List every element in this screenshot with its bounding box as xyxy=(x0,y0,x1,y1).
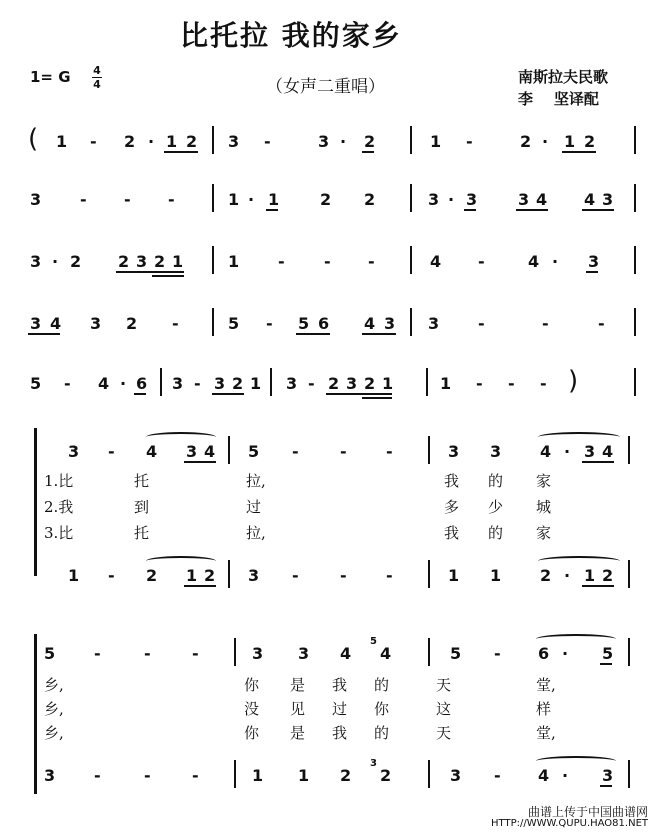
underline-beam xyxy=(164,151,198,153)
note: 4 xyxy=(340,644,352,663)
note: 1 xyxy=(564,132,576,151)
lyric: 的 xyxy=(488,524,504,542)
time-signature xyxy=(92,64,102,91)
bar-line xyxy=(410,246,412,274)
note: 2 xyxy=(124,132,136,151)
bar-line xyxy=(634,184,636,212)
note: · xyxy=(542,132,549,151)
lyric: 你 xyxy=(374,700,390,718)
note: 3 xyxy=(186,442,198,461)
lyric: 乡, xyxy=(44,700,64,718)
note: 2 xyxy=(540,566,552,585)
note: 2 xyxy=(320,190,332,209)
note: - xyxy=(108,566,115,585)
note: - xyxy=(308,374,315,393)
note: 3 xyxy=(602,766,614,785)
footer-line-1: 曲谱上传于中国曲谱网 xyxy=(527,805,648,819)
note: 3 xyxy=(90,314,102,333)
bar-line xyxy=(212,308,214,336)
bar-line xyxy=(234,760,236,788)
underline-beam xyxy=(326,393,392,395)
note: 4 xyxy=(528,252,540,271)
note: - xyxy=(194,374,201,393)
subtitle: （女声二重唱） xyxy=(266,77,385,97)
underline-beam xyxy=(516,209,548,211)
underline-beam xyxy=(184,461,216,463)
bar-line xyxy=(212,126,214,154)
bar-line xyxy=(634,126,636,154)
underline-beam xyxy=(184,585,216,587)
note: 1 xyxy=(440,374,452,393)
bar-line xyxy=(628,436,630,464)
note: 3 xyxy=(588,252,600,271)
note: - xyxy=(168,190,175,209)
note: · xyxy=(340,132,347,151)
score-row-1 xyxy=(28,124,648,154)
note: · xyxy=(562,644,569,663)
note: 2 xyxy=(118,252,130,271)
system-2-upper xyxy=(28,636,648,666)
slur xyxy=(536,756,616,766)
note: 3 xyxy=(518,190,530,209)
note: - xyxy=(124,190,131,209)
score-row-2 xyxy=(28,190,648,212)
note: 1 xyxy=(252,766,264,785)
note: 3 xyxy=(30,190,42,209)
note: 4 xyxy=(364,314,376,333)
lyric: 这 xyxy=(436,700,452,718)
note: 5 xyxy=(298,314,310,333)
bar-line xyxy=(410,308,412,336)
note: 4 xyxy=(538,766,550,785)
bar-line xyxy=(428,436,430,464)
underline-beam xyxy=(116,271,184,273)
note: 2 xyxy=(364,374,376,393)
note: 3 xyxy=(214,374,226,393)
note: 2 xyxy=(380,766,392,785)
underline-beam xyxy=(296,333,330,335)
lyric: 拉, xyxy=(246,524,266,542)
note: - xyxy=(90,132,97,151)
note: 2 xyxy=(340,766,352,785)
note: 3 xyxy=(44,766,56,785)
slur xyxy=(146,556,216,566)
note: 3 xyxy=(318,132,330,151)
bar-line xyxy=(426,368,428,396)
note: - xyxy=(108,442,115,461)
bar-line xyxy=(270,368,272,396)
lyric: 天 xyxy=(436,676,452,694)
note: 1 xyxy=(186,566,198,585)
lyric: 堂, xyxy=(536,724,556,742)
lyric: 我 xyxy=(332,724,348,742)
bar-line xyxy=(212,246,214,274)
footer-line-2: HTTP://WWW.QUPU.HAO81.NET xyxy=(491,818,648,829)
note: 2 xyxy=(186,132,198,151)
note: 3 xyxy=(346,374,358,393)
score-row-4 xyxy=(28,314,648,336)
note: · xyxy=(564,442,571,461)
note: 3 xyxy=(428,314,440,333)
lyric: 的 xyxy=(374,724,390,742)
lyric: 没 xyxy=(244,700,260,718)
bar-line xyxy=(628,760,630,788)
bar-line xyxy=(160,368,162,396)
note: 4 xyxy=(380,644,392,663)
note: - xyxy=(80,190,87,209)
underline-beam xyxy=(362,397,392,399)
system-2-lower xyxy=(28,758,648,788)
note: 2 xyxy=(602,566,614,585)
note: 1 xyxy=(172,252,184,271)
note: - xyxy=(508,374,515,393)
lyric: 你 xyxy=(244,724,260,742)
lyric: 的 xyxy=(374,676,390,694)
note: - xyxy=(94,766,101,785)
lyric: 托 xyxy=(134,472,150,490)
lyric: 是 xyxy=(290,724,306,742)
note: 3 xyxy=(68,442,80,461)
time-sig-top: 4 xyxy=(93,64,101,77)
note: · xyxy=(120,374,127,393)
note: · xyxy=(448,190,455,209)
slur xyxy=(146,432,216,442)
lyric: 城 xyxy=(536,498,552,516)
note: 2 xyxy=(328,374,340,393)
note: 4 xyxy=(146,442,158,461)
footer-watermark xyxy=(491,806,648,830)
lyric: 过 xyxy=(332,700,348,718)
lyric: 是 xyxy=(290,676,306,694)
lyric: 拉, xyxy=(246,472,266,490)
note: 1 xyxy=(250,374,262,393)
note: 4 xyxy=(536,190,548,209)
note: - xyxy=(494,644,501,663)
note: 6 xyxy=(538,644,550,663)
note: 3 xyxy=(172,374,184,393)
credit-translator: 李 坚译配 xyxy=(518,90,599,108)
lyric: 托 xyxy=(134,524,150,542)
note: - xyxy=(386,566,393,585)
note: - xyxy=(172,314,179,333)
note: - xyxy=(466,132,473,151)
note: 3 xyxy=(248,566,260,585)
note: 4 xyxy=(584,190,596,209)
note: 2 xyxy=(146,566,158,585)
note: 3 xyxy=(490,442,502,461)
note: 1 xyxy=(584,566,596,585)
note: - xyxy=(292,566,299,585)
note: 3 xyxy=(448,442,460,461)
note: - xyxy=(542,314,549,333)
bar-line xyxy=(634,308,636,336)
note: 4 xyxy=(540,442,552,461)
note: 3 xyxy=(252,644,264,663)
note: - xyxy=(324,252,331,271)
bar-line xyxy=(410,184,412,212)
underline-beam xyxy=(582,461,614,463)
note: 6 xyxy=(318,314,330,333)
note: 1 xyxy=(382,374,394,393)
note: 3 xyxy=(428,190,440,209)
note: 5 xyxy=(248,442,260,461)
note: - xyxy=(478,314,485,333)
note: · xyxy=(248,190,255,209)
lyric: 乡, xyxy=(44,676,64,694)
note: 1 xyxy=(298,766,310,785)
note: 3 xyxy=(30,252,42,271)
slur xyxy=(538,432,620,442)
note: 5 xyxy=(602,644,614,663)
lyric: 过 xyxy=(246,498,262,516)
note: 3 xyxy=(136,252,148,271)
bar-line xyxy=(228,436,230,464)
underline-beam xyxy=(562,151,596,153)
underline-beam xyxy=(266,209,278,211)
underline-beam xyxy=(362,151,374,153)
underline-beam xyxy=(586,271,598,273)
note: 3 xyxy=(450,766,462,785)
underline-beam xyxy=(600,663,612,665)
note: - xyxy=(278,252,285,271)
note: ( xyxy=(28,124,39,154)
note: 4 xyxy=(98,374,110,393)
note: - xyxy=(598,314,605,333)
note: - xyxy=(494,766,501,785)
note: 2 xyxy=(364,132,376,151)
lyric: 我 xyxy=(444,524,460,542)
note: - xyxy=(192,644,199,663)
lyric: 堂, xyxy=(536,676,556,694)
note: - xyxy=(266,314,273,333)
note: ) xyxy=(568,366,579,396)
underline-beam xyxy=(582,209,614,211)
note: 2 xyxy=(154,252,166,271)
lyric: 样 xyxy=(536,700,552,718)
bar-line xyxy=(634,246,636,274)
underline-beam xyxy=(582,585,614,587)
note: - xyxy=(340,442,347,461)
underline-beam xyxy=(362,333,396,335)
note: - xyxy=(192,766,199,785)
lyric: 多 xyxy=(444,498,460,516)
note: 3 xyxy=(584,442,596,461)
song-title: 比托拉 我的家乡 xyxy=(180,19,402,52)
bar-line xyxy=(428,638,430,666)
system-1-upper xyxy=(28,442,648,464)
note: 1 xyxy=(228,252,240,271)
note: · xyxy=(52,252,59,271)
note: 5 xyxy=(44,644,56,663)
lyric: 3.比 xyxy=(44,524,74,542)
bar-line xyxy=(428,760,430,788)
note: - xyxy=(264,132,271,151)
note: 4 xyxy=(204,442,216,461)
bar-line xyxy=(428,560,430,588)
underline-beam xyxy=(600,785,612,787)
note: 5 xyxy=(228,314,240,333)
lyric: 家 xyxy=(536,524,552,542)
note: - xyxy=(144,766,151,785)
note: 1 xyxy=(268,190,280,209)
note: 5 xyxy=(450,644,462,663)
underline-beam xyxy=(152,275,184,277)
bar-line xyxy=(234,638,236,666)
note: 1 xyxy=(430,132,442,151)
note: - xyxy=(386,442,393,461)
score-row-5 xyxy=(28,366,648,396)
note: 3 xyxy=(228,132,240,151)
note: 4 xyxy=(602,442,614,461)
credit-origin: 南斯拉夫民歌 xyxy=(518,68,609,86)
note: - xyxy=(94,644,101,663)
bar-line xyxy=(212,184,214,212)
lyric: 少 xyxy=(488,498,504,516)
score-row-3 xyxy=(28,252,648,274)
bar-line xyxy=(228,560,230,588)
note: - xyxy=(476,374,483,393)
note: 2 xyxy=(232,374,244,393)
note: 4 xyxy=(430,252,442,271)
note: · xyxy=(148,132,155,151)
lyric: 1.比 xyxy=(44,472,74,490)
bar-line xyxy=(634,368,636,396)
lyric: 家 xyxy=(536,472,552,490)
underline-beam xyxy=(28,333,60,335)
note: - xyxy=(64,374,71,393)
note: · xyxy=(564,566,571,585)
lyric: 你 xyxy=(244,676,260,694)
lyric: 2.我 xyxy=(44,498,74,516)
grace-note: 3 xyxy=(370,758,377,769)
slur xyxy=(538,556,620,566)
note: 3 xyxy=(30,314,42,333)
lyric: 我 xyxy=(444,472,460,490)
slur xyxy=(536,634,616,644)
note: 1 xyxy=(68,566,80,585)
lyric: 我 xyxy=(332,676,348,694)
key-signature: 1= G xyxy=(30,68,71,86)
note: 1 xyxy=(228,190,240,209)
lyric: 乡, xyxy=(44,724,64,742)
note: 6 xyxy=(136,374,148,393)
note: 2 xyxy=(520,132,532,151)
note: - xyxy=(540,374,547,393)
note: 3 xyxy=(298,644,310,663)
note: · xyxy=(552,252,559,271)
note: 2 xyxy=(204,566,216,585)
note: 5 xyxy=(30,374,42,393)
note: 2 xyxy=(70,252,82,271)
lyric: 到 xyxy=(134,498,150,516)
note: 2 xyxy=(126,314,138,333)
note: 2 xyxy=(364,190,376,209)
note: 1 xyxy=(490,566,502,585)
note: 1 xyxy=(56,132,68,151)
note: 3 xyxy=(286,374,298,393)
note: - xyxy=(478,252,485,271)
grace-note: 5 xyxy=(370,636,377,647)
note: 3 xyxy=(384,314,396,333)
note: - xyxy=(292,442,299,461)
note: · xyxy=(562,766,569,785)
note: 1 xyxy=(166,132,178,151)
lyric: 见 xyxy=(290,700,306,718)
underline-beam xyxy=(212,393,244,395)
note: 3 xyxy=(466,190,478,209)
lyric: 的 xyxy=(488,472,504,490)
bar-line xyxy=(628,560,630,588)
note: 1 xyxy=(448,566,460,585)
note: 4 xyxy=(50,314,62,333)
system-1-lower xyxy=(28,566,648,588)
note: 2 xyxy=(584,132,596,151)
note: - xyxy=(340,566,347,585)
note: 3 xyxy=(602,190,614,209)
bar-line xyxy=(410,126,412,154)
time-sig-bottom: 4 xyxy=(93,78,101,91)
note: - xyxy=(144,644,151,663)
bar-line xyxy=(628,638,630,666)
lyric: 天 xyxy=(436,724,452,742)
underline-beam xyxy=(464,209,476,211)
underline-beam xyxy=(134,393,146,395)
note: - xyxy=(368,252,375,271)
